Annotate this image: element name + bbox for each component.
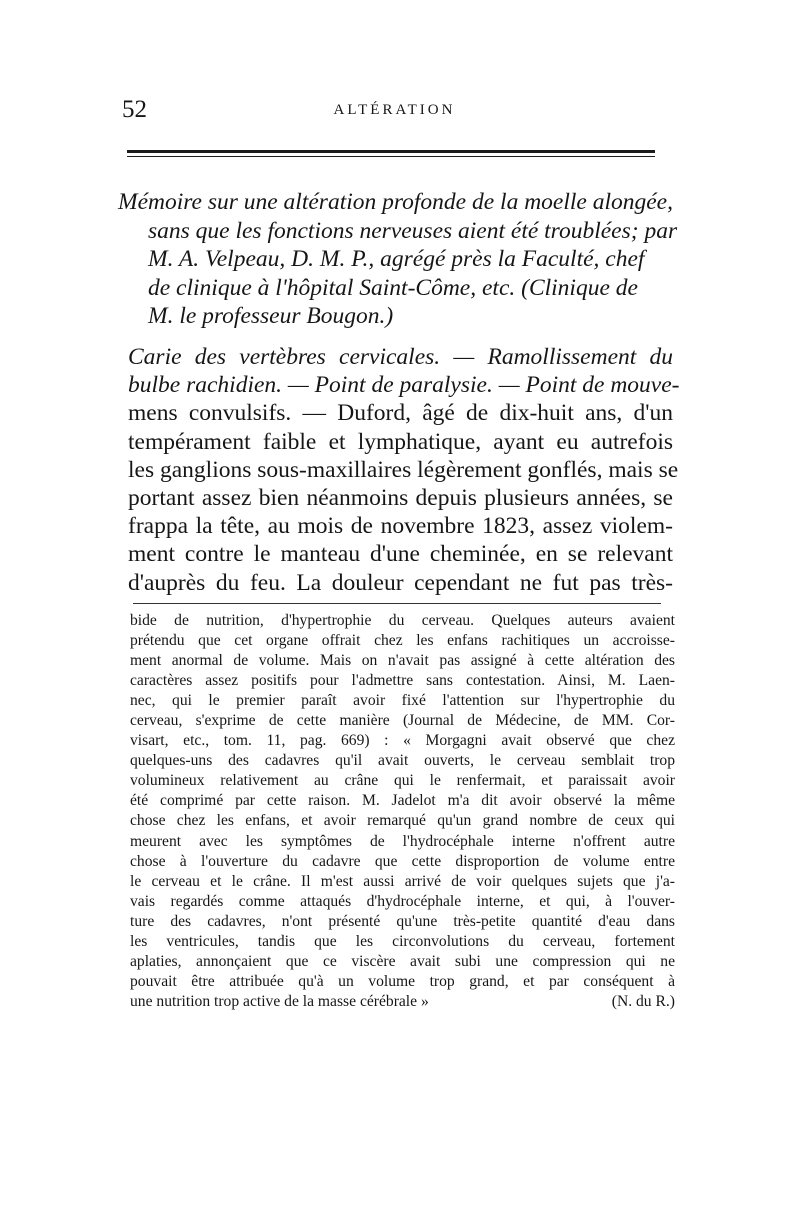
title-line: M. A. Velpeau, D. M. P., agrégé près la Faculté, chef <box>148 246 645 273</box>
footnote-line: volumineux relativement au crâne qui le renfermait, et paraissait avoir <box>130 772 675 790</box>
body-line: frappa la tête, au mois de novembre 1823, assez violem- <box>128 513 673 540</box>
footnote-line: meurent avec les symptômes de l'hydrocéphale interne n'offrent autre <box>130 832 675 850</box>
footnote-line: prétendu que cet organe offrait chez les enfans rachitiques un accroisse- <box>130 632 675 650</box>
footnote-line: vais regardés comme attaqués d'hydrocéphale interne, et qui, à l'ouver- <box>130 892 675 910</box>
body-line: ment contre le manteau d'une cheminée, en se relevant <box>128 541 673 568</box>
body-line: mens convulsifs. — Duford, âgé de dix-huit ans, d'un <box>128 400 673 427</box>
body-line: d'auprès du feu. La douleur cependant ne fut pas très- <box>128 569 673 596</box>
footnote-line: été comprimé par cette raison. M. Jadelot m'a dit avoir observé la même <box>130 792 675 810</box>
footnote-line: ment anormal de volume. Mais on n'avait pas assigné à cette altération des <box>130 652 675 670</box>
body-line <box>128 371 680 399</box>
header-rule-thick <box>127 150 655 153</box>
footnote-line: le cerveau et le crâne. Il m'est aussi arrivé de voir quelques sujets que j'a- <box>130 872 675 890</box>
footnote <box>130 611 675 1012</box>
page-number: 52 <box>122 96 147 123</box>
title-line: sans que les fonctions nerveuses aient été troublées; par <box>148 217 678 244</box>
body-line-text: bulbe rachidien. — Point de paralysie. — Point de mouve- <box>128 372 680 399</box>
footnote-line: ture des cadavres, n'ont présenté qu'une très-petite quantité d'eau dans <box>130 912 675 930</box>
body-line: les ganglions sous-maxillaires légèrement gonflés, mais se <box>128 456 679 483</box>
footnote-line: aplaties, annonçaient que ce viscère avait subi une compression qui ne <box>130 952 675 970</box>
footnote-line: cerveau, s'exprime de cette manière (Journal de Médecine, de MM. Cor- <box>130 712 675 730</box>
footnote-line: une nutrition trop active de la masse cérébrale » <box>130 992 429 1010</box>
footnote-line: bide de nutrition, d'hypertrophie du cerveau. Quelques auteurs avaient <box>130 612 675 629</box>
footnote-line: visart, etc., tom. 11, pag. 669) : « Morgagni avait observé que chez <box>130 732 675 750</box>
footnote-line: caractères assez positifs pour l'admettre sans contestation. Ainsi, M. Laen- <box>130 672 675 690</box>
body-line <box>128 343 673 371</box>
running-head: ALTÉRATION <box>333 102 456 118</box>
page-header <box>122 96 667 130</box>
footnote-line: les ventricules, tandis que les circonvolutions du cerveau, fortement <box>130 932 675 950</box>
body-paragraph <box>128 343 680 597</box>
footnote-attribution: (N. du R.) <box>611 992 675 1010</box>
body-line: tempérament faible et lymphatique, ayant eu autrefois <box>128 428 673 455</box>
title-line: Mémoire sur une altération profonde de la moelle alongée, <box>118 189 673 215</box>
footnote-last-line <box>130 992 675 1012</box>
header-rule-thin <box>127 156 655 157</box>
body-line-text: Carie des vertèbres cervicales. — Ramollissement du <box>128 344 673 370</box>
title-line: M. le professeur Bougon.) <box>148 303 394 330</box>
footnote-line: chose chez les enfans, et avoir remarqué qu'un grand nombre de ceux qui <box>130 812 675 830</box>
footnote-rule <box>133 603 661 604</box>
footnote-line: pouvait être attribuée qu'à un volume trop grand, et par conséquent à <box>130 972 675 990</box>
title-line: de clinique à l'hôpital Saint-Côme, etc. (Clinique de <box>148 274 638 301</box>
footnote-line: quelques-uns des cadavres qu'il avait ouverts, le cerveau semblait trop <box>130 752 675 770</box>
footnote-line: chose à l'ouverture du cadavre que cette disproportion de volume entre <box>130 852 675 870</box>
article-title <box>118 188 678 331</box>
footnote-line: nec, qui le premier paraît avoir fixé l'attention sur l'hypertrophie du <box>130 692 675 710</box>
body-line: portant assez bien néanmoins depuis plusieurs années, se <box>128 485 673 512</box>
